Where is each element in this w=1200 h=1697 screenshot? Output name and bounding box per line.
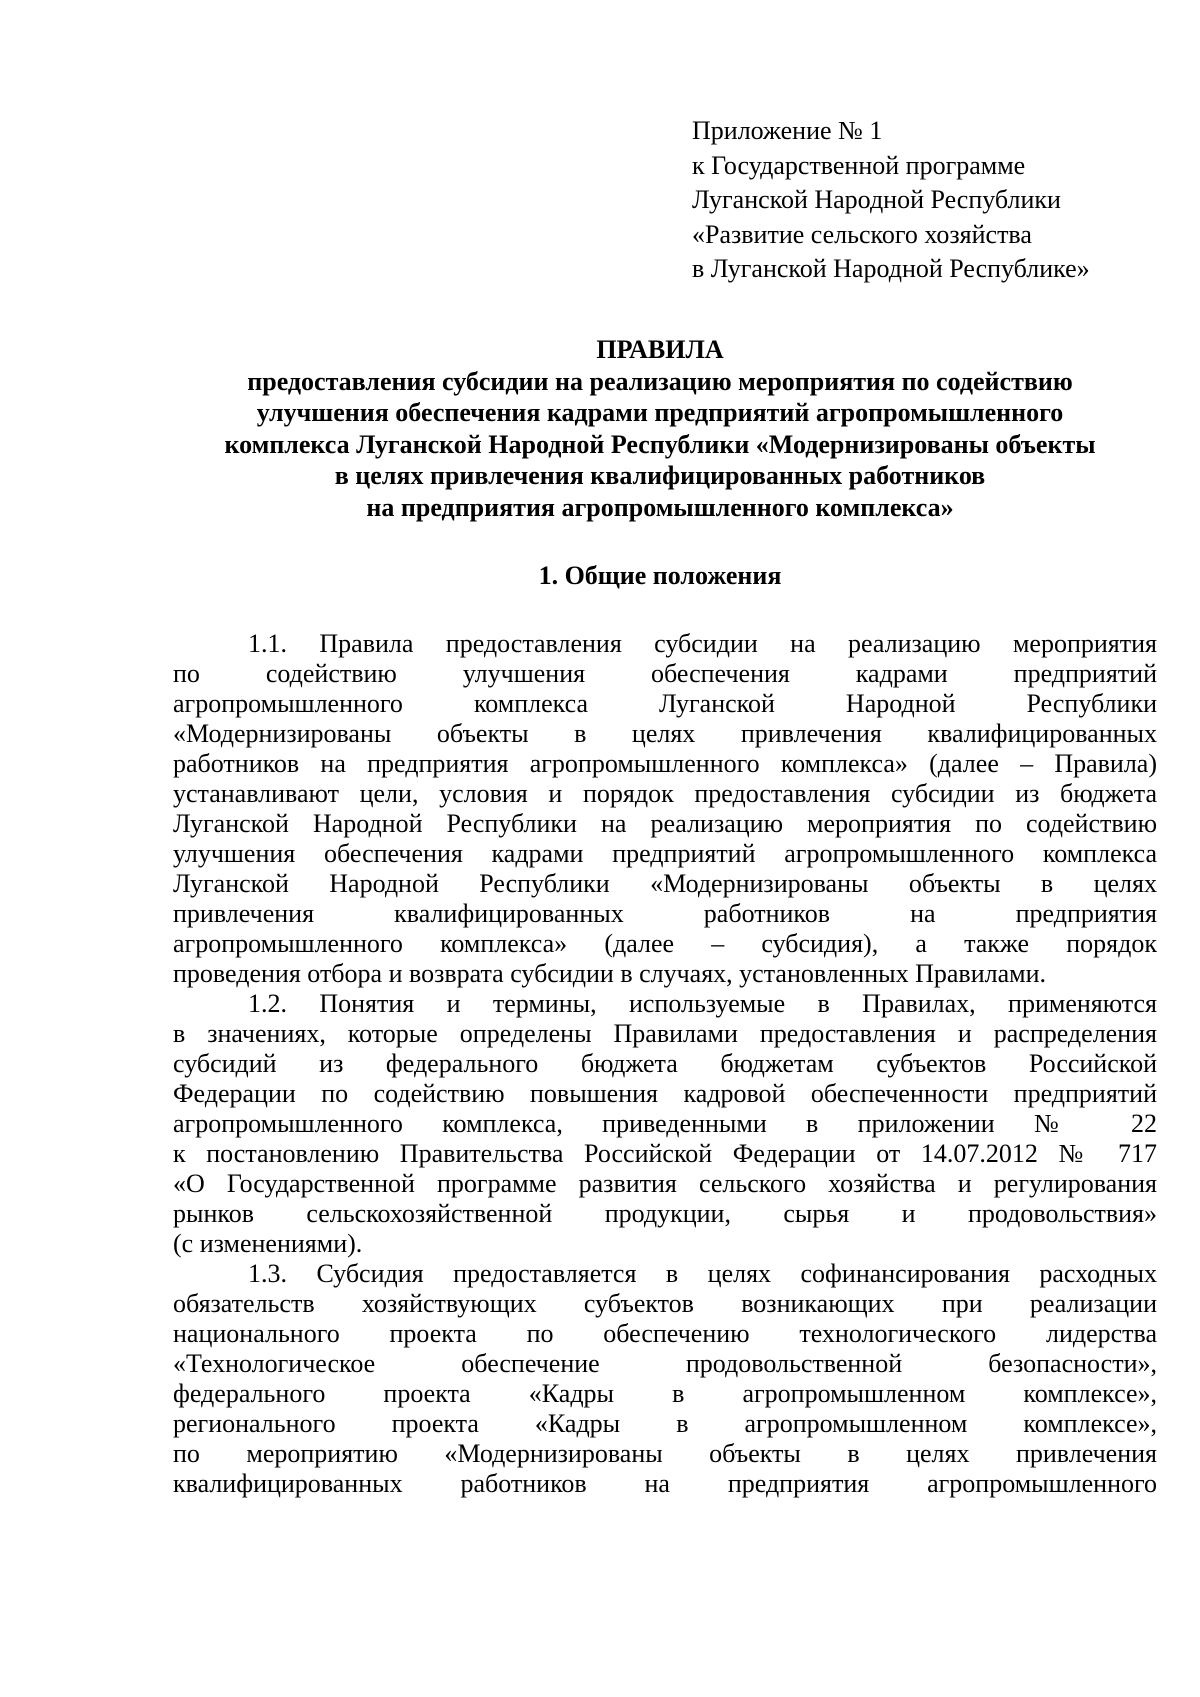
paragraph-line: агропромышленного комплекса» (далее – субсидия), а также порядок	[173, 929, 1157, 958]
paragraph-line: проведения отбора и возврата субсидии в случаях, установленных Правилами.	[173, 959, 1046, 988]
appendix-line: «Развитие сельского хозяйства	[692, 219, 1032, 249]
paragraph-line: регионального проекта «Кадры в агропромышленном комплексе»,	[173, 1409, 1157, 1438]
section-heading: 1. Общие положения	[538, 561, 782, 590]
paragraph-line: работников на предприятия агропромышленного комплекса» (далее – Правила)	[173, 749, 1157, 778]
paragraph-line: обязательств хозяйствующих субъектов возникающих при реализации	[173, 1289, 1157, 1318]
appendix-line: к Государственной программе	[692, 150, 1026, 180]
paragraph-line: привлечения квалифицированных работников на предприятия	[173, 899, 1157, 928]
paragraph-line: квалифицированных работников на предприятия агропромышленного	[173, 1469, 1157, 1498]
title-line: предоставления субсидии на реализацию мероприятия по содействию	[247, 366, 1073, 396]
title-line: комплекса Луганской Народной Республики «Модернизированы объекты	[224, 429, 1096, 459]
paragraph-line: улучшения обеспечения кадрами предприятий агропромышленного комплекса	[173, 839, 1157, 868]
paragraph-line: Луганской Народной Республики «Модернизированы объекты в целях	[173, 869, 1157, 898]
title-line: улучшения обеспечения кадрами предприятий агропромышленного	[256, 398, 1064, 428]
paragraph-line: по содействию улучшения обеспечения кадрами предприятий	[173, 659, 1157, 688]
paragraph-line: субсидий из федерального бюджета бюджетам субъектов Российской	[173, 1049, 1157, 1078]
paragraph-line: агропромышленного комплекса, приведенными в приложении № 22	[173, 1109, 1157, 1138]
document-title	[160, 334, 1160, 524]
title-line: на предприятия агропромышленного комплекса»	[366, 492, 954, 522]
paragraph-line: 1.3. Субсидия предоставляется в целях софинансирования расходных	[248, 1259, 1157, 1288]
paragraph-line: устанавливают цели, условия и порядок предоставления субсидии из бюджета	[173, 779, 1157, 808]
appendix-line: в Луганской Народной Республике»	[692, 254, 1090, 283]
paragraph-line: 1.1. Правила предоставления субсидии на реализацию мероприятия	[248, 629, 1157, 658]
paragraph-line: Луганской Народной Республики на реализацию мероприятия по содействию	[173, 809, 1157, 838]
paragraph-line: Федерации по содействию повышения кадровой обеспеченности предприятий	[173, 1079, 1157, 1108]
appendix-line: Приложение № 1	[692, 116, 883, 145]
paragraph-line: рынков сельскохозяйственной продукции, сырья и продовольствия»	[173, 1199, 1157, 1228]
paragraph-line: по мероприятию «Модернизированы объекты в целях привлечения	[173, 1439, 1157, 1468]
title-heading: ПРАВИЛА	[596, 335, 724, 364]
paragraph-line: «О Государственной программе развития сельского хозяйства и регулирования	[173, 1169, 1157, 1198]
appendix-reference	[692, 114, 1152, 287]
paragraph-line: 1.2. Понятия и термины, используемые в Правилах, применяются	[248, 989, 1157, 1018]
paragraph-line: «Модернизированы объекты в целях привлечения квалифицированных	[173, 719, 1157, 748]
paragraph-line: федерального проекта «Кадры в агропромышленном комплексе»,	[173, 1379, 1157, 1408]
paragraph-line: национального проекта по обеспечению технологического лидерства	[173, 1319, 1157, 1348]
title-line: в целях привлечения квалифицированных работников	[334, 461, 986, 491]
paragraph-line: (с изменениями).	[173, 1229, 363, 1258]
paragraph-line: «Технологическое обеспечение продовольственной безопасности»,	[173, 1349, 1157, 1378]
appendix-line: Луганской Народной Республики	[692, 185, 1061, 214]
paragraph-line: к постановлению Правительства Российской Федерации от 14.07.2012 № 717	[173, 1139, 1157, 1168]
paragraph-line: в значениях, которые определены Правилами предоставления и распределения	[173, 1019, 1157, 1048]
paragraph-line: агропромышленного комплекса Луганской Народной Республики	[173, 689, 1157, 718]
